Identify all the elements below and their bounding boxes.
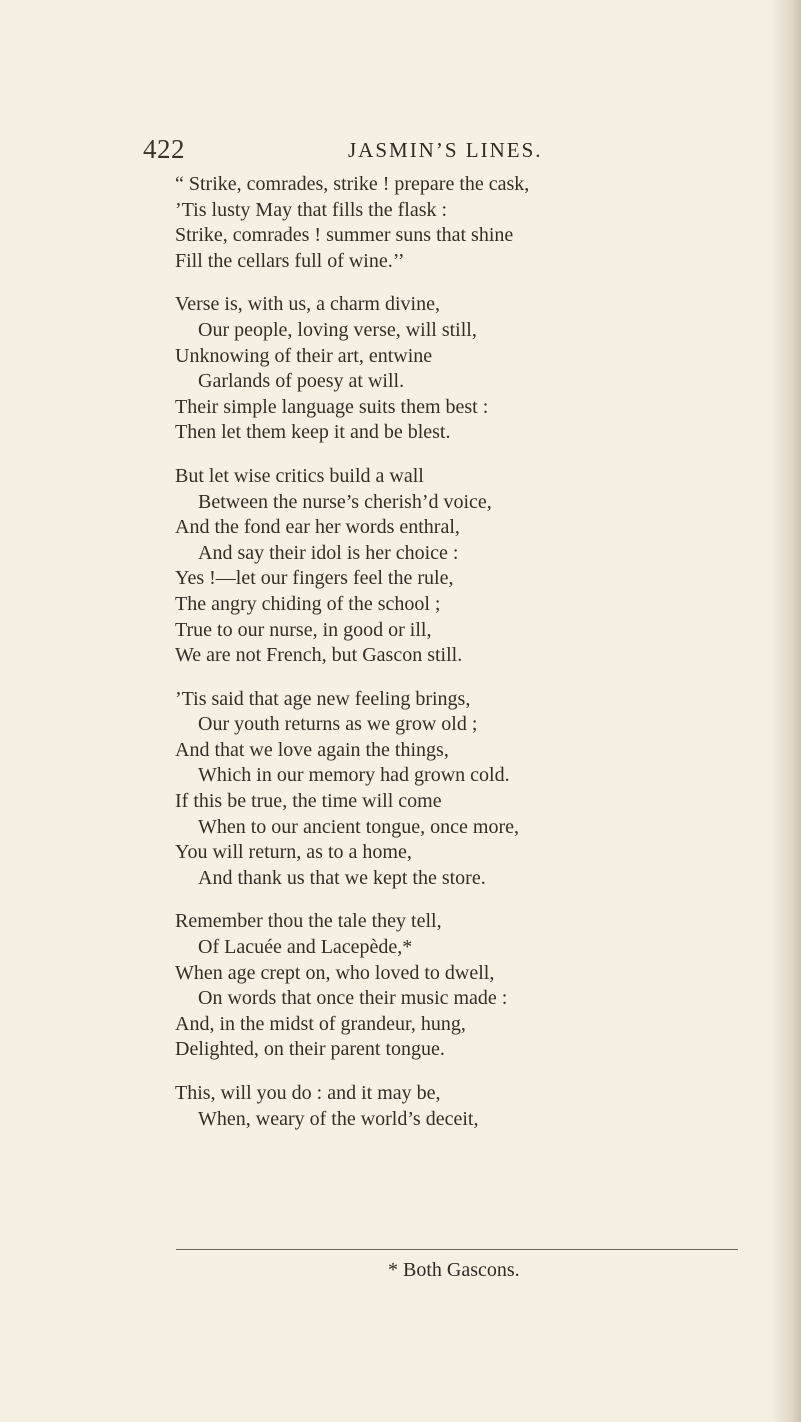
poem-line: And say their idol is her choice : <box>198 541 459 564</box>
poem-line: When age crept on, who loved to dwell, <box>175 961 495 984</box>
poem-line: The angry chiding of the school ; <box>175 592 441 615</box>
poem-line: And, in the midst of grandeur, hung, <box>175 1012 466 1035</box>
poem-line: Our people, loving verse, will still, <box>198 318 477 341</box>
stanza-4 <box>175 687 735 892</box>
poem-line: ’Tis lusty May that fills the flask : <box>175 198 448 221</box>
poem-line: Fill the cellars full of wine.’’ <box>175 249 405 272</box>
poem-line: Then let them keep it and be blest. <box>175 421 451 444</box>
poem-body <box>175 172 735 1150</box>
poem-line: True to our nurse, in good or ill, <box>175 618 432 641</box>
stanza-1 <box>175 172 735 274</box>
poem-line: Our youth returns as we grow old ; <box>198 713 478 736</box>
poem-line: If this be true, the time will come <box>175 790 442 813</box>
poem-line: When, weary of the world’s deceit, <box>198 1107 479 1130</box>
poem-line: Strike, comrades ! summer suns that shine <box>175 224 514 247</box>
footnote: * Both Gascons. <box>388 1259 520 1281</box>
page-header <box>143 134 563 168</box>
stanza-5 <box>175 909 735 1063</box>
stanza-6 <box>175 1081 735 1132</box>
poem-line: Yes !—let our fingers feel the rule, <box>175 567 454 590</box>
poem-line: And thank us that we kept the store. <box>198 866 486 889</box>
poem-line: And the fond ear her words enthral, <box>175 516 460 539</box>
poem-line: You will return, as to a home, <box>175 841 412 864</box>
stanza-3 <box>175 464 735 669</box>
poem-line: “ Strike, comrades, strike ! prepare the cask, <box>175 173 530 195</box>
poem-line: Which in our memory had grown cold. <box>198 764 510 787</box>
stanza-2 <box>175 292 735 446</box>
poem-line: Verse is, with us, a charm divine, <box>175 293 440 316</box>
poem-line: This, will you do : and it may be, <box>175 1082 441 1104</box>
poem-line: Of Lacuée and Lacepède,* <box>198 936 413 959</box>
poem-line: Unknowing of their art, entwine <box>175 344 433 367</box>
footnote-rule <box>176 1249 738 1250</box>
poem-line: ’Tis said that age new feeling brings, <box>175 687 471 710</box>
poem-line: We are not French, but Gascon still. <box>175 644 463 667</box>
poem-line: Delighted, on their parent tongue. <box>175 1038 445 1061</box>
running-head: JASMIN’S LINES. <box>348 138 543 162</box>
poem-line: Between the nurse’s cherish’d voice, <box>198 490 492 513</box>
page-number: 422 <box>143 134 185 164</box>
poem-line: Their simple language suits them best : <box>175 395 489 418</box>
poem-line: And that we love again the things, <box>175 738 449 761</box>
poem-line: Remember thou the tale they tell, <box>175 910 442 933</box>
poem-line: When to our ancient tongue, once more, <box>198 815 519 838</box>
poem-line: But let wise critics build a wall <box>175 464 424 487</box>
poem-line: Garlands of poesy at will. <box>198 370 405 393</box>
poem-line: On words that once their music made : <box>198 987 508 1010</box>
